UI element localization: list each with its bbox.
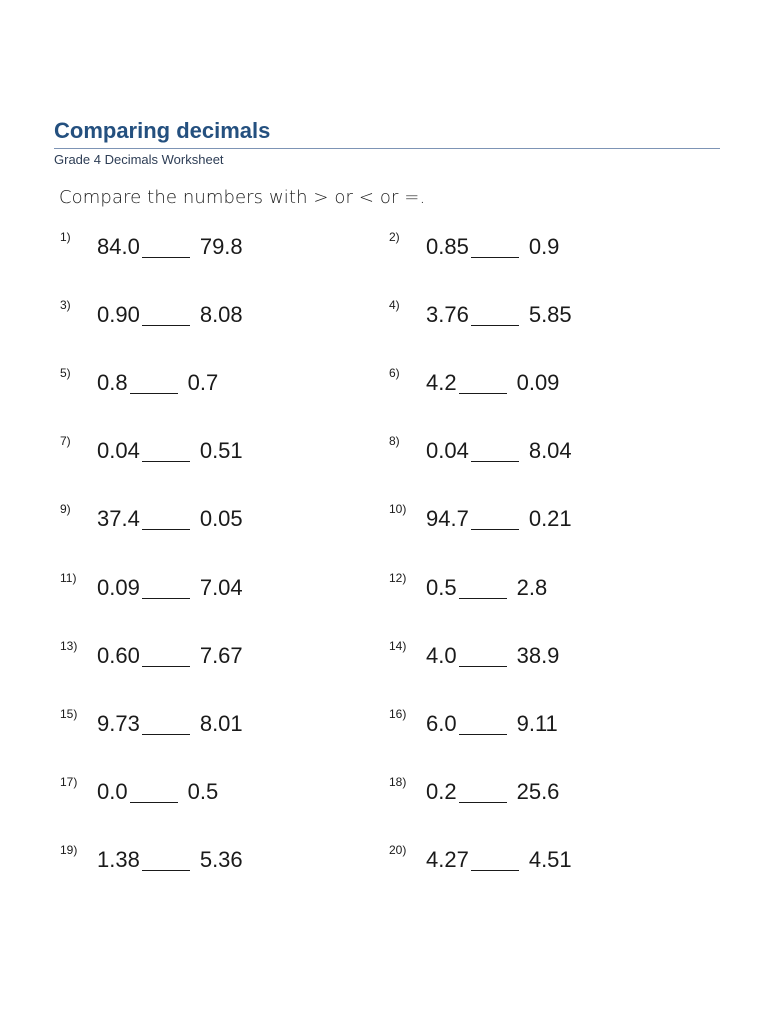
second-number: 8.01 — [199, 711, 243, 736]
answer-blank[interactable] — [459, 734, 507, 735]
problem-item — [389, 434, 689, 468]
problem-item — [60, 366, 360, 400]
answer-blank[interactable] — [471, 325, 519, 326]
second-number: 0.51 — [199, 438, 243, 463]
second-number: 7.04 — [199, 575, 243, 600]
first-number: 0.8 — [97, 370, 128, 395]
problem-item — [389, 843, 689, 877]
worksheet-title: Comparing decimals — [54, 118, 271, 143]
problem-item — [60, 230, 360, 264]
problem-number: 10) — [389, 502, 407, 516]
first-number: 94.7 — [426, 506, 469, 531]
problem-item — [389, 775, 689, 809]
problem-number: 17) — [60, 775, 78, 789]
second-number: 4.51 — [528, 847, 572, 872]
answer-blank[interactable] — [142, 461, 190, 462]
problem-number: 2) — [389, 230, 400, 244]
second-number: 5.85 — [528, 302, 572, 327]
first-number: 3.76 — [426, 302, 469, 327]
second-number: 9.11 — [516, 711, 558, 736]
answer-blank[interactable] — [142, 734, 190, 735]
first-number: 6.0 — [426, 711, 457, 736]
answer-blank[interactable] — [471, 870, 519, 871]
first-number: 0.09 — [97, 575, 140, 600]
first-number: 0.85 — [426, 234, 469, 259]
answer-blank[interactable] — [459, 666, 507, 667]
answer-blank[interactable] — [142, 870, 190, 871]
problem-item — [389, 571, 689, 605]
problem-number: 16) — [389, 707, 407, 721]
problem-item — [60, 775, 360, 809]
problem-item — [389, 502, 689, 536]
second-number: 5.36 — [199, 847, 243, 872]
problem-number: 8) — [389, 434, 400, 448]
problem-item — [60, 571, 360, 605]
problem-item — [389, 366, 689, 400]
problem-number: 13) — [60, 639, 78, 653]
first-number: 0.2 — [426, 779, 457, 804]
second-number: 2.8 — [516, 575, 548, 600]
worksheet-subtitle: Grade 4 Decimals Worksheet — [54, 152, 224, 167]
problem-item — [60, 843, 360, 877]
problem-item — [60, 707, 360, 741]
answer-blank[interactable] — [459, 598, 507, 599]
first-number: 84.0 — [97, 234, 140, 259]
answer-blank[interactable] — [130, 802, 178, 803]
answer-blank[interactable] — [142, 325, 190, 326]
problem-item — [389, 298, 689, 332]
second-number: 0.9 — [528, 234, 560, 259]
problem-number: 6) — [389, 366, 400, 380]
second-number: 8.04 — [528, 438, 572, 463]
instructions: Compare the numbers with > or < or =. — [59, 187, 426, 208]
problem-number: 7) — [60, 434, 71, 448]
problem-number: 19) — [60, 843, 78, 857]
second-number: 38.9 — [516, 643, 560, 668]
answer-blank[interactable] — [471, 257, 519, 258]
second-number: 0.09 — [516, 370, 560, 395]
problem-number: 1) — [60, 230, 71, 244]
problem-item — [60, 434, 360, 468]
answer-blank[interactable] — [142, 529, 190, 530]
problem-item — [389, 707, 689, 741]
answer-blank[interactable] — [471, 529, 519, 530]
second-number: 8.08 — [199, 302, 243, 327]
problem-item — [60, 502, 360, 536]
first-number: 4.0 — [426, 643, 457, 668]
problem-number: 5) — [60, 366, 71, 380]
problem-number: 9) — [60, 502, 71, 516]
second-number: 7.67 — [199, 643, 243, 668]
answer-blank[interactable] — [471, 461, 519, 462]
first-number: 37.4 — [97, 506, 140, 531]
problem-number: 14) — [389, 639, 407, 653]
first-number: 0.5 — [426, 575, 457, 600]
answer-blank[interactable] — [142, 666, 190, 667]
problem-number: 3) — [60, 298, 71, 312]
answer-blank[interactable] — [459, 393, 507, 394]
first-number: 4.2 — [426, 370, 457, 395]
problem-item — [389, 230, 689, 264]
problem-number: 12) — [389, 571, 407, 585]
first-number: 0.0 — [97, 779, 128, 804]
first-number: 0.04 — [426, 438, 469, 463]
problem-number: 18) — [389, 775, 407, 789]
first-number: 0.90 — [97, 302, 140, 327]
problem-number: 4) — [389, 298, 400, 312]
first-number: 0.60 — [97, 643, 140, 668]
second-number: 0.05 — [199, 506, 243, 531]
problem-number: 11) — [60, 571, 77, 585]
first-number: 4.27 — [426, 847, 469, 872]
first-number: 1.38 — [97, 847, 140, 872]
answer-blank[interactable] — [142, 257, 190, 258]
problem-item — [389, 639, 689, 673]
second-number: 0.5 — [187, 779, 219, 804]
problem-item — [60, 298, 360, 332]
answer-blank[interactable] — [459, 802, 507, 803]
first-number: 0.04 — [97, 438, 140, 463]
answer-blank[interactable] — [142, 598, 190, 599]
answer-blank[interactable] — [130, 393, 178, 394]
problem-number: 15) — [60, 707, 78, 721]
first-number: 9.73 — [97, 711, 140, 736]
second-number: 79.8 — [199, 234, 243, 259]
second-number: 0.7 — [187, 370, 219, 395]
second-number: 25.6 — [516, 779, 560, 804]
second-number: 0.21 — [528, 506, 572, 531]
problem-number: 20) — [389, 843, 407, 857]
problem-item — [60, 639, 360, 673]
